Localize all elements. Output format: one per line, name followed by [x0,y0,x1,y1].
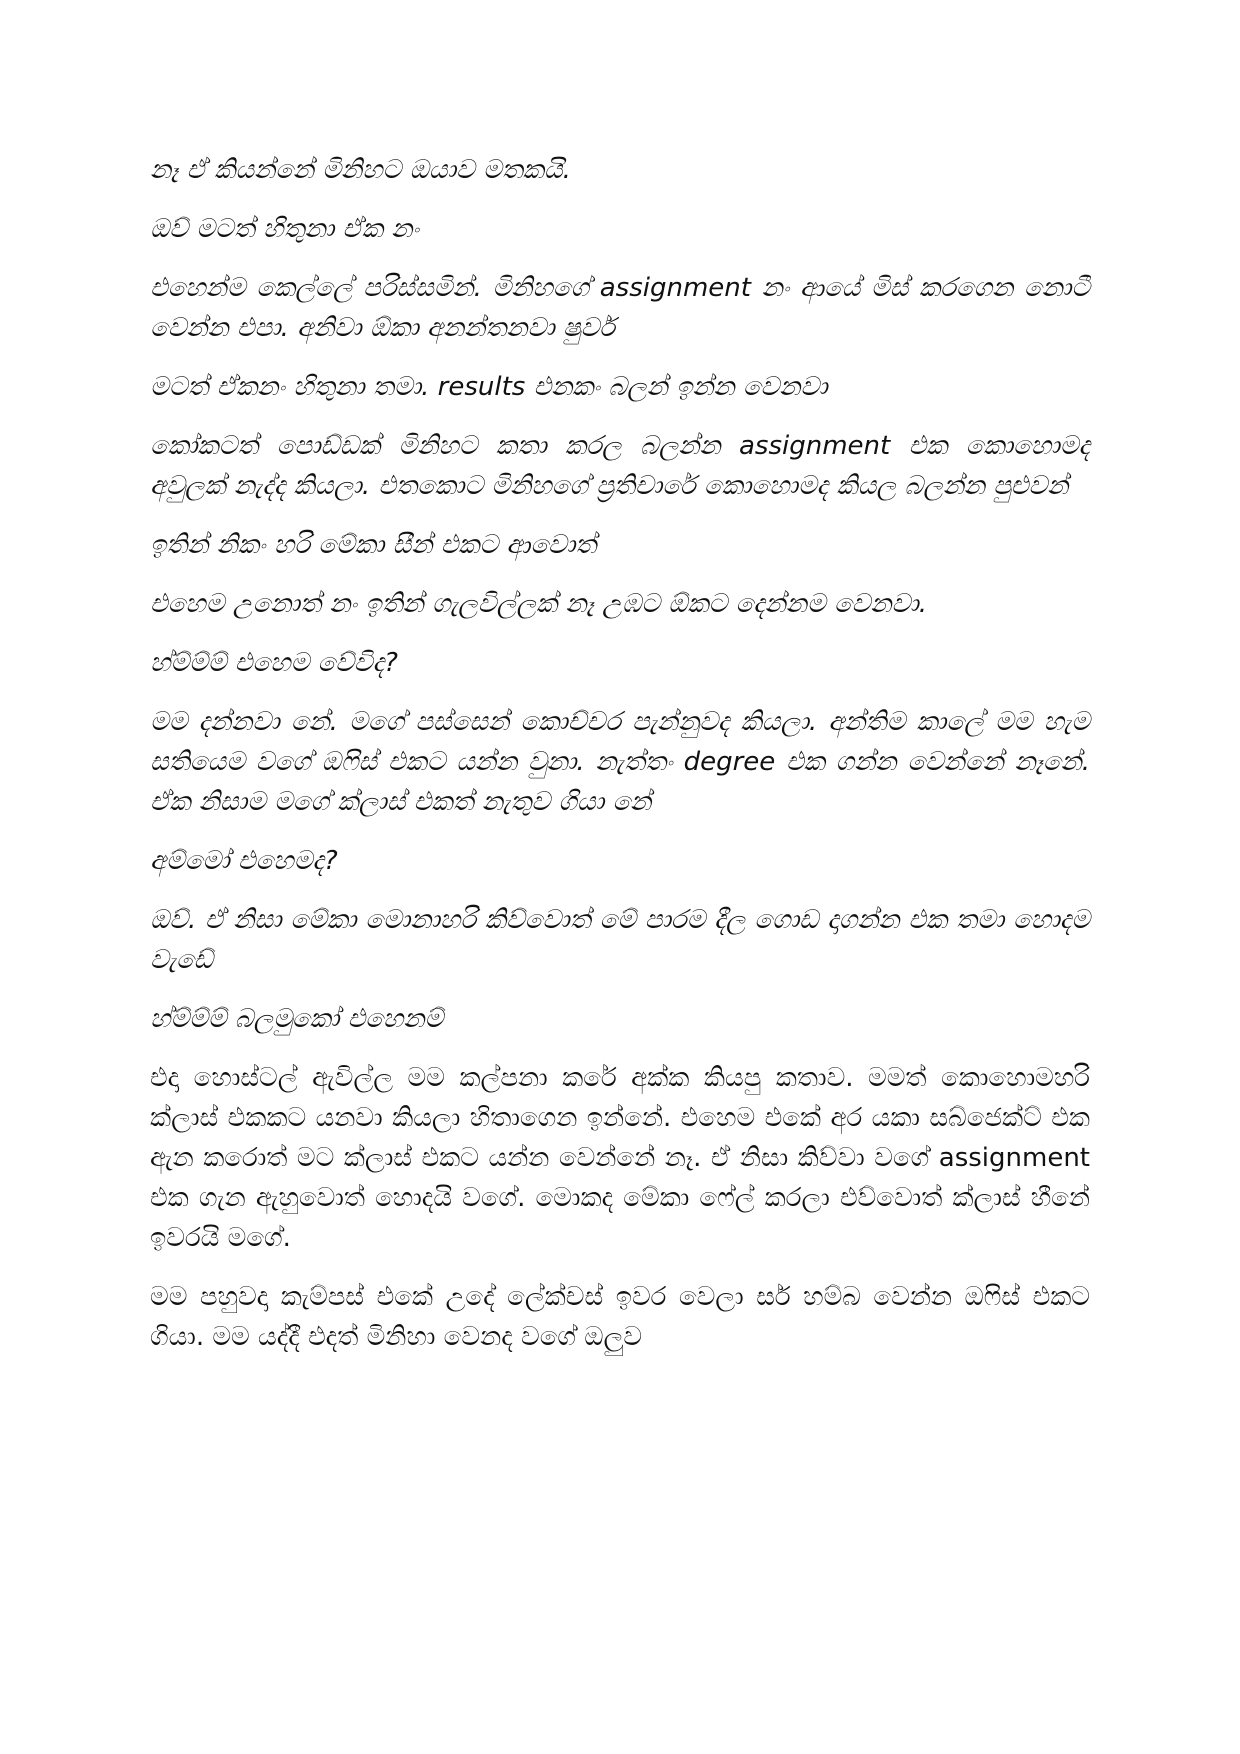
paragraph: ඉතින් නිකං හරි මේකා සීන් එකට ආවොත් [150,530,597,560]
paragraph: හ්ම්ම්ම් බලමුකෝ එහෙනම් [150,1004,444,1034]
paragraph: මම පහුවදා කැම්පස් එකේ උදේ ලේක්චස් ඉවර වෙලා සර් හම්බ වෙන්න ඔෆිස් එකට ගියා. මම යද්දී එදත් මිනිහා වෙනද වගේ ඔලුව [150,1282,1090,1352]
paragraph: එහෙම උනොත් නං ඉතින් ගැලවිල්ලක් නෑ උඹට ඕකට දෙන්නම වෙනවා. [150,589,927,619]
paragraph: කෝකටත් පොඩ්ඩක් මිනිහට කතා කරල බලන්න assignment එක කොහොමද අවුලක් නැද්ද කියලා. එතකොට මිනිහගේ ප්‍රතිචාරේ කොහොමද කියල බලන්න පුළුවන් [150,431,1090,501]
paragraph: මම දන්නවා නේ. මගේ පස්සෙන් කොච්චර පැන්නුවද කියලා. අන්තිම කාලේ මම හැම සතියෙම වගේ ඔෆිස් එකට යන්න වුනා. නැත්තං degree එක ගන්න වෙන්නේ නෑනේ. ඒක නිසාම මගේ ක්ලාස් එකත් නැතුව ගියා නේ [150,707,1090,817]
paragraph: මටත් ඒකනං හිතුනා තමා. results එනකං බලන් ඉන්න වෙනවා [150,372,828,402]
paragraph: හ්ම්ම්ම් එහෙම වේවිද? [150,648,398,678]
paragraph: එදා හොස්ටල් ඇවිල්ල මම කල්පනා කරේ අක්ක කියපු කතාව. මමත් කොහොමහරි ක්ලාස් එකකට යනවා කියලා හිතාගෙන ඉන්නේ. එහෙම එකේ අර යකා සබ්ජෙක්ට් එක ඇන කරොත් මට ක්ලාස් එකට යන්න වෙන්නේ නෑ. ඒ නිසා කිව්වා වගේ assignment එක ගැන ඇහුවොත් හොදයි වගේ. මොකද මේකා ෆේල් කරලා එව්වොත් ක්ලාස් හීනේ ඉවරයි මගේ. [150,1063,1090,1253]
paragraph: නෑ ඒ කියන්නේ මිනිහට ඔයාව මතකයි. [150,155,571,185]
document-page [150,150,1090,1376]
paragraph: අම්මෝ එහෙමද? [150,846,338,876]
paragraph: ඔව්. ඒ නිසා මේකා මොනාහරි කිව්වොත් මේ පාරම දීල ගොඩ දාගන්න එක තමා හොදම වැඩේ [150,905,1090,975]
paragraph: ඔව් මටත් හිතුනා ඒක නං [150,214,419,244]
paragraph: එහෙන්ම කෙල්ලේ පරිස්සමින්. මිනිහගේ assignment නං ආයේ මිස් කරගෙන නොටී වෙන්න එපා. අනිවා ඕකා අනන්තනවා ෂුවර් [150,273,1090,343]
